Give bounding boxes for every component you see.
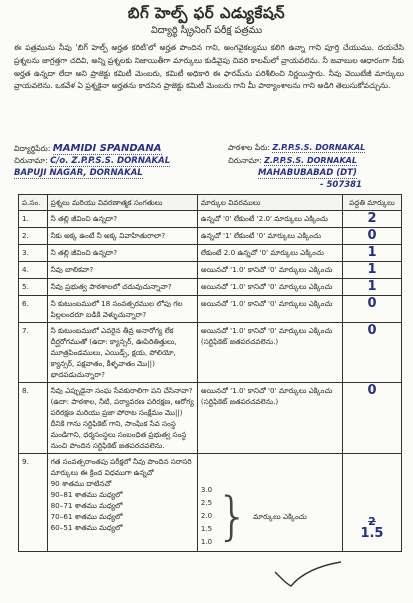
row-mark: 1 (367, 245, 377, 260)
grade-band: 90–81 శాతము మధ్యలో (50, 490, 123, 499)
table-row (19, 245, 402, 262)
header-question: ప్రశ్నలు మరియు వివరణాత్మక సంగతులు (47, 195, 197, 211)
district-label: చిరునామా (228, 156, 260, 165)
row-answer: అయినచో '1.0' కానిచో '0' మార్కులు ఎక్కించు (197, 262, 342, 279)
row-number: 1. (19, 211, 48, 228)
table-row (19, 279, 402, 296)
row-mark-cell[interactable] (342, 228, 401, 245)
row-question: నీవు బాలికవా? (47, 262, 197, 279)
grade-band: 70–61 శాతము మధ్యలో (50, 512, 123, 521)
grade-question: గత సంవత్సరాంతపు పరీక్షలో నీవు పొందిన సరాసరి మార్కులు ఈ క్రింద విధముగా ఉన్నచో (50, 457, 192, 477)
row-answer: ఉన్నచో '0' లేకుంటే '2.0' మార్కులు ఎక్కించు (197, 211, 342, 228)
row-number: 4. (19, 262, 48, 279)
header-marks-detail: మార్కుల వివరములు (197, 195, 342, 211)
form-title: బిగ్ హెల్ప్ ఫర్ ఎడ్యుకేషన్ (127, 4, 286, 22)
mandal-line (258, 168, 357, 178)
table-row (19, 262, 402, 279)
row-mark: 1.5 (360, 526, 384, 541)
row-mark: 1 (367, 262, 377, 277)
form-subtitle: విద్యార్థి స్క్రీనింగ్ పరీక్ష పత్రము (150, 25, 263, 36)
grade-score: 2.5 (200, 499, 213, 507)
header-serial: ప.సం. (19, 195, 48, 211)
school-name-label: పాఠశాల పేరు (228, 143, 268, 152)
row-number: 8. (19, 383, 48, 454)
row-question: నీవు ప్రభుత్వ పాఠశాలలో చదువుచున్నావా? (47, 279, 197, 296)
row-number: 5. (19, 279, 48, 296)
row-mark-cell[interactable] (342, 323, 401, 383)
address-value-2: BAPUJI NAGAR, DORNAKAL (14, 168, 143, 178)
row-mark-cell[interactable] (342, 454, 401, 552)
instructions-paragraph: ఈ పత్రమును నీవు 'బిగ్ హెల్ప్ అర్హత కరిటీ'లో అర్హత పొందిన గాని, అంగవైకల్యము కలిగి ఉన్నా గాని పూర్తి చేయుము. దయచేసి ప్రశ్నలను జాగ్రత్తగా చదివి, అన్ని ప్రశ్నలకు నిజాయితీగా మార్కులు కుడివైపు చివరి కాలమ్‌లో వ్రాయవలెను. నీ జవాబుల ఆధారంగా నీకు అర్హత ఉన్నదా లేదా అని ప్రాజెక్టు కమిటీ మెంబరు, కమిటీ అధికారి ఈ ఫారమ్‌ను పరిశీలించి నిర్ణయిస్తారు. నీవు వెయిటేజీ మార్కులు వ్రాయవలెను. ఒకవేళ ఏ ప్రశ్నకైనా అర్హతను కాదనిన ప్రాజెక్టు కమిటీ మెంబరు గాని మీ పాఠ్యాంశాలను గాని అడిగి తెలుసుకోవచ్చును. (14, 43, 404, 91)
grade-scale (201, 484, 339, 549)
grade-band: 60–51 శాతము మధ్యలో (50, 523, 123, 532)
checkmark-icon (273, 560, 343, 590)
pincode-value: - 507381 (320, 180, 362, 190)
row-mark: 0 (367, 228, 377, 243)
row-question: నీకు అక్క ఉంటే నీ అక్క వివాహితురాలా? (47, 228, 197, 245)
table-row (19, 454, 402, 552)
row-mark: 0 (367, 296, 377, 311)
row-number: 9. (19, 454, 48, 552)
row-mark: 0 (367, 383, 377, 398)
district-value: Z.P.P.S.S. DORNAKAL (264, 156, 357, 165)
grade-score: 2.0 (200, 512, 213, 520)
student-name-value: MAMIDI SPANDANA (52, 143, 162, 154)
row-question: నీవు ఎప్పుడైనా సంఘ సేవకురాలిగా పని చేసినావా? (ఉదా: పాఠశాల, నీటి, పర్యావరణ పరిరక్షణ, ఆరోగ్య పరిరక్షణ మరియు ప్రజా పోరాట సంక్షేమం మొ||) దీనికి గాను సర్టిఫికెట్ గాని, సాంఘిక సేవ సంస్థ మండిగాని, ధర్మసంస్థలు సంబంధిత ప్రభుత్వ సంస్థ నుంచి పొందిన సర్టిఫికెట్ జతపరచవలెను. (47, 383, 197, 454)
row-mark: 0 (367, 323, 377, 338)
table-row (19, 383, 402, 454)
row-mark-cell[interactable] (342, 383, 401, 454)
grade-band: 80–71 శాతము మధ్యలో (50, 501, 123, 510)
address-line-1: చిరునామా: C/o. Z.P.P.S.S. DORNAKAL (14, 156, 171, 166)
grade-mark-wrap (346, 516, 398, 540)
row-number: 6. (19, 296, 48, 323)
district-line: చిరునామా: Z.P.P.S.S. DORNAKAL (228, 156, 357, 165)
header-marks: పద్ధతి మార్కులు (342, 195, 401, 211)
row-mark-cell[interactable] (342, 279, 401, 296)
row-mark-cell[interactable] (342, 211, 401, 228)
row-answer (197, 454, 342, 552)
row-answer: అయినచో '1.0' కానిచో '0' మార్కులు ఎక్కించు (సర్టిఫికెట్ జతపరచవలెను.) (197, 383, 342, 454)
struck-mark: 2 (368, 515, 376, 528)
table-header-row (19, 195, 402, 211)
row-question: నీ కుటుంబములో 18 సంవత్సరముల లోపు గల పిల్లలందరూ బడికి వెళ్ళుచున్నారా? (47, 296, 197, 323)
row-number: 3. (19, 245, 48, 262)
row-answer: ఉన్నచో '1' లేకుంటే '0' మార్కులు ఎక్కించు (197, 228, 342, 245)
address-value-1: C/o. Z.P.P.S.S. DORNAKAL (50, 156, 171, 166)
address-label: చిరునామా (14, 156, 46, 165)
table-row (19, 228, 402, 245)
screening-table (18, 194, 402, 552)
brace-icon: } (216, 486, 250, 547)
mandal-value: MAHABUBABAD (DT) (258, 168, 357, 178)
grade-answer-text: మార్కులు ఎక్కించు (253, 512, 307, 521)
row-number: 7. (19, 323, 48, 383)
row-mark: 2 (367, 211, 377, 226)
row-mark: 1 (367, 279, 377, 294)
table-row (19, 323, 402, 383)
student-name-label: విద్యార్థిపేరు (14, 144, 48, 153)
grade-scores (201, 484, 212, 549)
pincode-line (320, 180, 362, 190)
school-name-value: Z.P.P.S.S. DORNAKAL (272, 143, 366, 152)
address-line-2 (14, 168, 143, 178)
grade-score: 3.0 (200, 486, 213, 494)
school-name-line: పాఠశాల పేరు: Z.P.P.S.S. DORNAKAL (228, 143, 366, 152)
grade-score: 1.0 (200, 538, 213, 546)
row-mark-cell[interactable] (342, 262, 401, 279)
row-mark-cell[interactable] (342, 296, 401, 323)
table-row (19, 211, 402, 228)
row-question (47, 454, 197, 552)
row-mark-cell[interactable] (342, 245, 401, 262)
row-answer: లేకుంటే 2.0 ఉన్నచో '0' మార్కులు ఎక్కించు (197, 245, 342, 262)
grade-score: 1.5 (200, 525, 213, 533)
row-answer: అయినచో '1.0' కానిచో '0' మార్కులు ఎక్కించు (197, 279, 342, 296)
row-answer: అయినచో '1.0' కానిచో '0' మార్కులు ఎక్కించు (197, 296, 342, 323)
row-question: నీ తల్లి జీవించి ఉన్నదా? (47, 211, 197, 228)
student-name-line: విద్యార్థిపేరు: MAMIDI SPANDANA (14, 143, 162, 154)
row-number: 2. (19, 228, 48, 245)
table-row (19, 296, 402, 323)
row-answer: అయినచో '1.0' కానిచో '0' మార్కులు ఎక్కించు (సర్టిఫికెట్ జతపరచవలెను.) (197, 323, 342, 383)
grade-band: 90 శాతము దాటినచో (50, 479, 112, 488)
row-question: నీ తల్లి జీవించి ఉన్నదా? (47, 245, 197, 262)
row-question: నీ కుటుంబములో ఎవరైన తీవ్ర అనారోగ్య లేక దీర్ఘరోగముతో (ఉదా: క్యాన్సర్, ఊపిరితిత్తులు, మూత్రపిండములు, ఎయిడ్స్, క్షయ, పోలియో, క్యాన్సర్, పక్షవాతం, కీళ్ళవాతం మొ||) భాదపడుచున్నారా? (47, 323, 197, 383)
